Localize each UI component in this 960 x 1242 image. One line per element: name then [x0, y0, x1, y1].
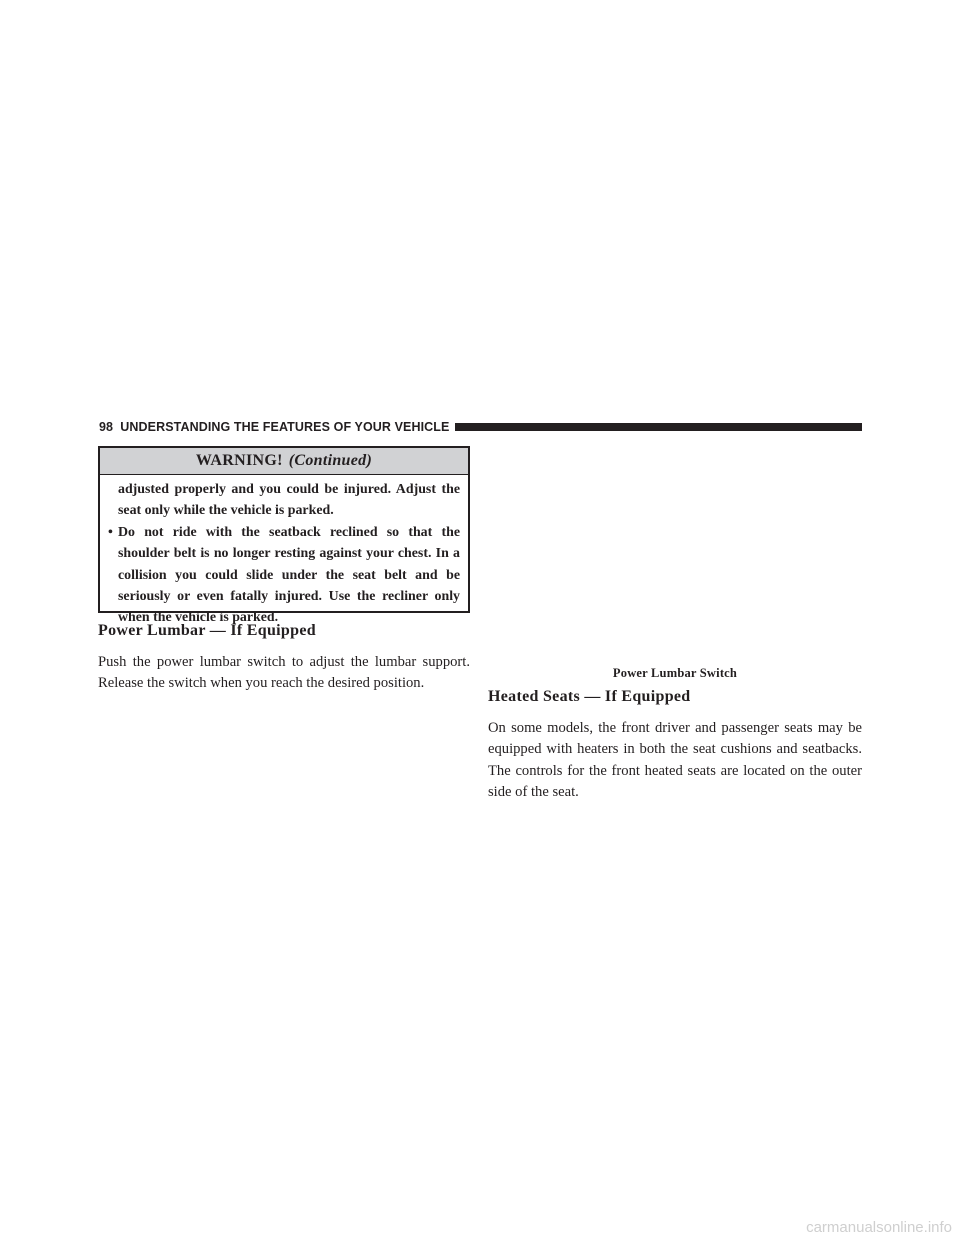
warning-title: WARNING! [195, 452, 283, 469]
header-rule [455, 423, 862, 431]
heated-seats-body: On some models, the front driver and passenger seats may be equipped with heaters in both the seat cushions and seatbacks. The controls for the front heated seats are located on the outer side of the seat. [488, 720, 862, 801]
heated-seats-heading: Heated Seats — If Equipped [488, 688, 691, 705]
power-lumbar-section [98, 618, 470, 695]
warning-box [98, 446, 470, 626]
page-number: 98 [99, 420, 114, 434]
warning-bullet-item [108, 522, 460, 629]
watermark: carmanualsonline.info [806, 1219, 952, 1236]
power-lumbar-body: Push the power lumbar switch to adjust the lumbar support. Release the switch when you reach the desired position. [98, 654, 470, 692]
power-lumbar-figure [488, 446, 862, 662]
warning-header [100, 448, 468, 475]
warning-continued: (Continued) [288, 452, 373, 469]
section-title: UNDERSTANDING THE FEATURES OF YOUR VEHICLE [120, 420, 450, 434]
warning-body [100, 475, 468, 629]
warning-continuation-text: adjusted properly and you could be injured. Adjust the seat only while the vehicle is parked. [118, 482, 460, 519]
figure-caption: Power Lumbar Switch [612, 666, 738, 680]
heated-seats-section [488, 684, 862, 804]
warning-bullet-text: Do not ride with the seatback reclined so that the shoulder belt is no longer resting against your chest. In a collision you could slide under the seat belt and be seriously or even fatally injured. Use the recliner only when the vehicle is parked. [118, 524, 460, 626]
page-header [99, 418, 862, 436]
bullet-icon: • [108, 524, 113, 540]
power-lumbar-heading: Power Lumbar — If Equipped [98, 622, 316, 639]
page-number-and-section [99, 420, 449, 434]
